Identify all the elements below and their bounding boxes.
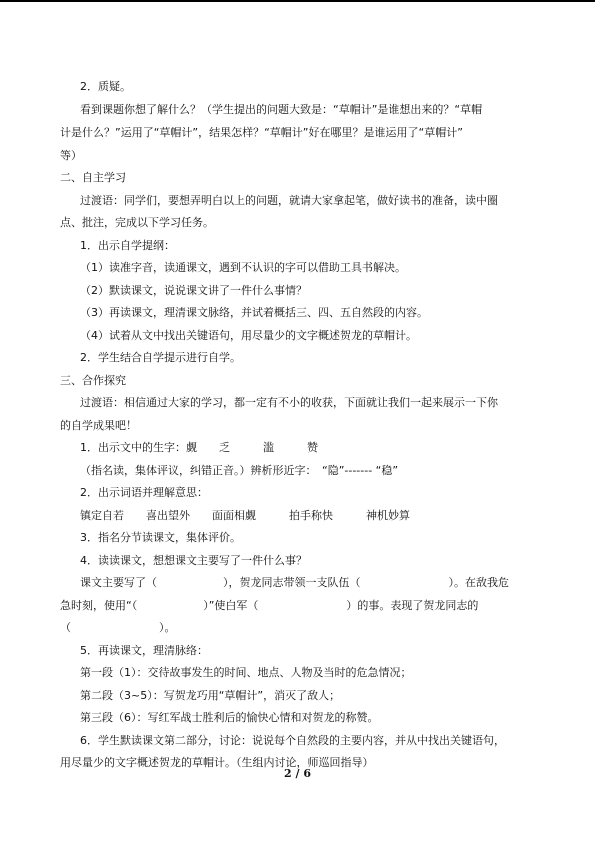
text-line: 1．出示自学提纲： [80, 239, 175, 252]
text-line: 镇定自若 喜出望外 面面相觑 拍手称快 神机妙算 [80, 509, 410, 522]
text-line: 5．再读课文，理清脉络： [80, 644, 208, 657]
section-heading: 三、合作探究 [60, 374, 126, 387]
page-number: 2 / 6 [284, 767, 311, 780]
text-line: 第二段（3~5）：写贺龙巧用“草帽计”，消灭了敌人； [80, 689, 341, 702]
text-line: 课文主要写了（ ），贺龙同志带领一支队伍（ ）。在敌我危 [80, 576, 509, 589]
text-line: 看到课题你想了解什么？（学生提出的问题大致是：“草帽计”是谁想出来的？“草帽 [80, 103, 483, 116]
text-line: 过渡语：相信通过大家的学习，都一定有不小的收获，下面就让我们一起来展示一下你 [80, 396, 498, 409]
text-line: （2）默读课文，说说课文讲了一件什么事情？ [80, 284, 307, 297]
text-line: 2．质疑。 [80, 80, 131, 93]
text-line: （4）试着从文中找出关键语句，用尽量少的文字概述贺龙的草帽计。 [80, 329, 417, 342]
text-line: （指名读，集体评议，纠错正音。）辨析形近字： “隐”------- “稳” [80, 464, 399, 477]
text-line: 用尽量少的文字概述贺龙的草帽计。（生组内讨论，师巡回指导） [60, 756, 374, 769]
text-line: 3．指名分节读课文，集体评价。 [80, 531, 241, 544]
text-line: 点、批注，完成以下学习任务。 [60, 216, 214, 229]
text-line: 计是什么？”运用了“草帽计”，结果怎样？“草帽计”好在哪里？是谁运用了“草帽计” [60, 126, 463, 139]
text-line: 急时刻，使用“（ ）”使白军（ ）的事。表现了贺龙同志的 [60, 599, 479, 612]
text-line: 4．读读课文，想想课文主要写了一件什么事？ [80, 554, 307, 567]
text-line: 等） [60, 149, 82, 162]
text-line: 2．学生结合自学提示进行自学。 [80, 351, 241, 364]
text-line: 6．学生默读课文第二部分，讨论：说说每个自然段的主要内容，并从中找出关键语句， [80, 734, 505, 747]
text-line: 第一段（1）：交待故事发生的时间、地点、人物及当时的危急情况； [80, 666, 412, 679]
text-line: 1．出示文中的生字：觑 乏 滥 赞 [80, 441, 318, 454]
section-heading: 二、自主学习 [60, 171, 126, 184]
text-line: 的自学成果吧！ [60, 419, 137, 432]
text-line: 2．出示词语并理解意思： [80, 486, 208, 499]
text-line: （3）再读课文，理清课文脉络，并试着概括三、四、五自然段的内容。 [80, 306, 428, 319]
text-line: （1）读准字音，读通课文，遇到不认识的字可以借助工具书解决。 [80, 261, 406, 274]
text-line: 第三段（6）：写红军战士胜利后的愉快心情和对贺龙的称赞。 [80, 711, 379, 724]
text-line: 过渡语：同学们，要想弄明白以上的问题，就请大家拿起笔，做好读书的准备，读中圈 [80, 194, 498, 207]
text-line: （ ）。 [60, 621, 176, 634]
